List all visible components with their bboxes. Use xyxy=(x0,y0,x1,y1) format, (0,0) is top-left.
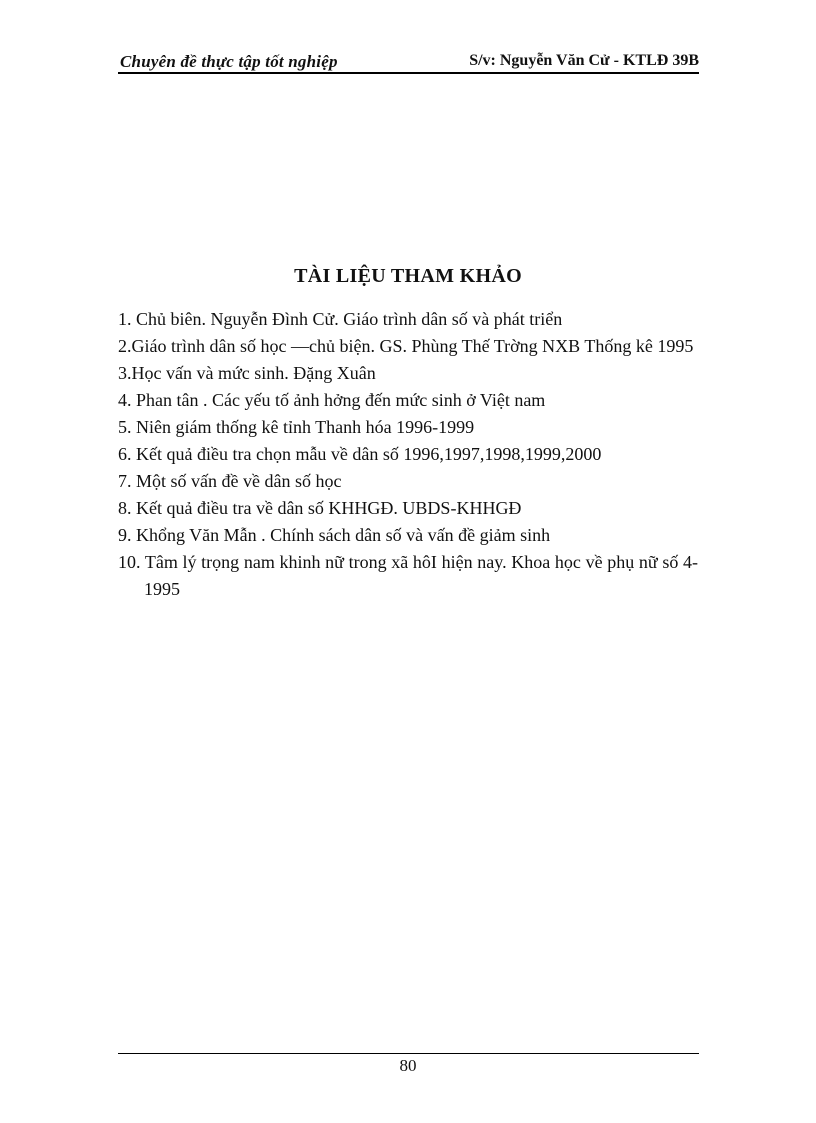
header-thesis-title: Chuyên đề thực tập tốt nghiệp xyxy=(120,52,338,71)
reference-item: 3.Học vấn và mức sinh. Đặng Xuân xyxy=(118,363,376,383)
reference-item: 9. Khổng Văn Mẫn . Chính sách dân số và vấn đề giảm sinh xyxy=(118,525,551,545)
reference-item: 5. Niên giám thống kê tỉnh Thanh hóa 1996-1999 xyxy=(118,417,475,437)
header-student-info: S/v: Nguyễn Văn Cử - KTLĐ 39B xyxy=(469,52,699,69)
reference-item: 10. Tâm lý trọng nam khinh nữ trong xã hôI hiện nay. Khoa học về phụ nữ số 4-1995 xyxy=(118,552,698,599)
page-header xyxy=(118,52,699,74)
reference-list xyxy=(118,306,698,603)
page-title: TÀI LIỆU THAM KHẢO xyxy=(294,265,522,287)
reference-item: 1. Chủ biên. Nguyễn Đình Cử. Giáo trình dân số và phát triển xyxy=(118,309,563,329)
reference-item: 4. Phan tân . Các yếu tố ảnh hởng đến mức sinh ở Việt nam xyxy=(118,390,546,410)
reference-item: 8. Kết quả điều tra về dân số KHHGĐ. UBDS-KHHGĐ xyxy=(118,498,522,518)
reference-item: 2.Giáo trình dân số học —chủ biện. GS. Phùng Thế Trờng NXB Thống kê 1995 xyxy=(118,336,694,356)
reference-item: 6. Kết quả điều tra chọn mẫu về dân số 1996,1997,1998,1999,2000 xyxy=(118,444,602,464)
reference-item: 7. Một số vấn đề về dân số học xyxy=(118,471,342,491)
page-number: 80 xyxy=(399,1056,417,1075)
footer-divider xyxy=(118,1053,699,1054)
